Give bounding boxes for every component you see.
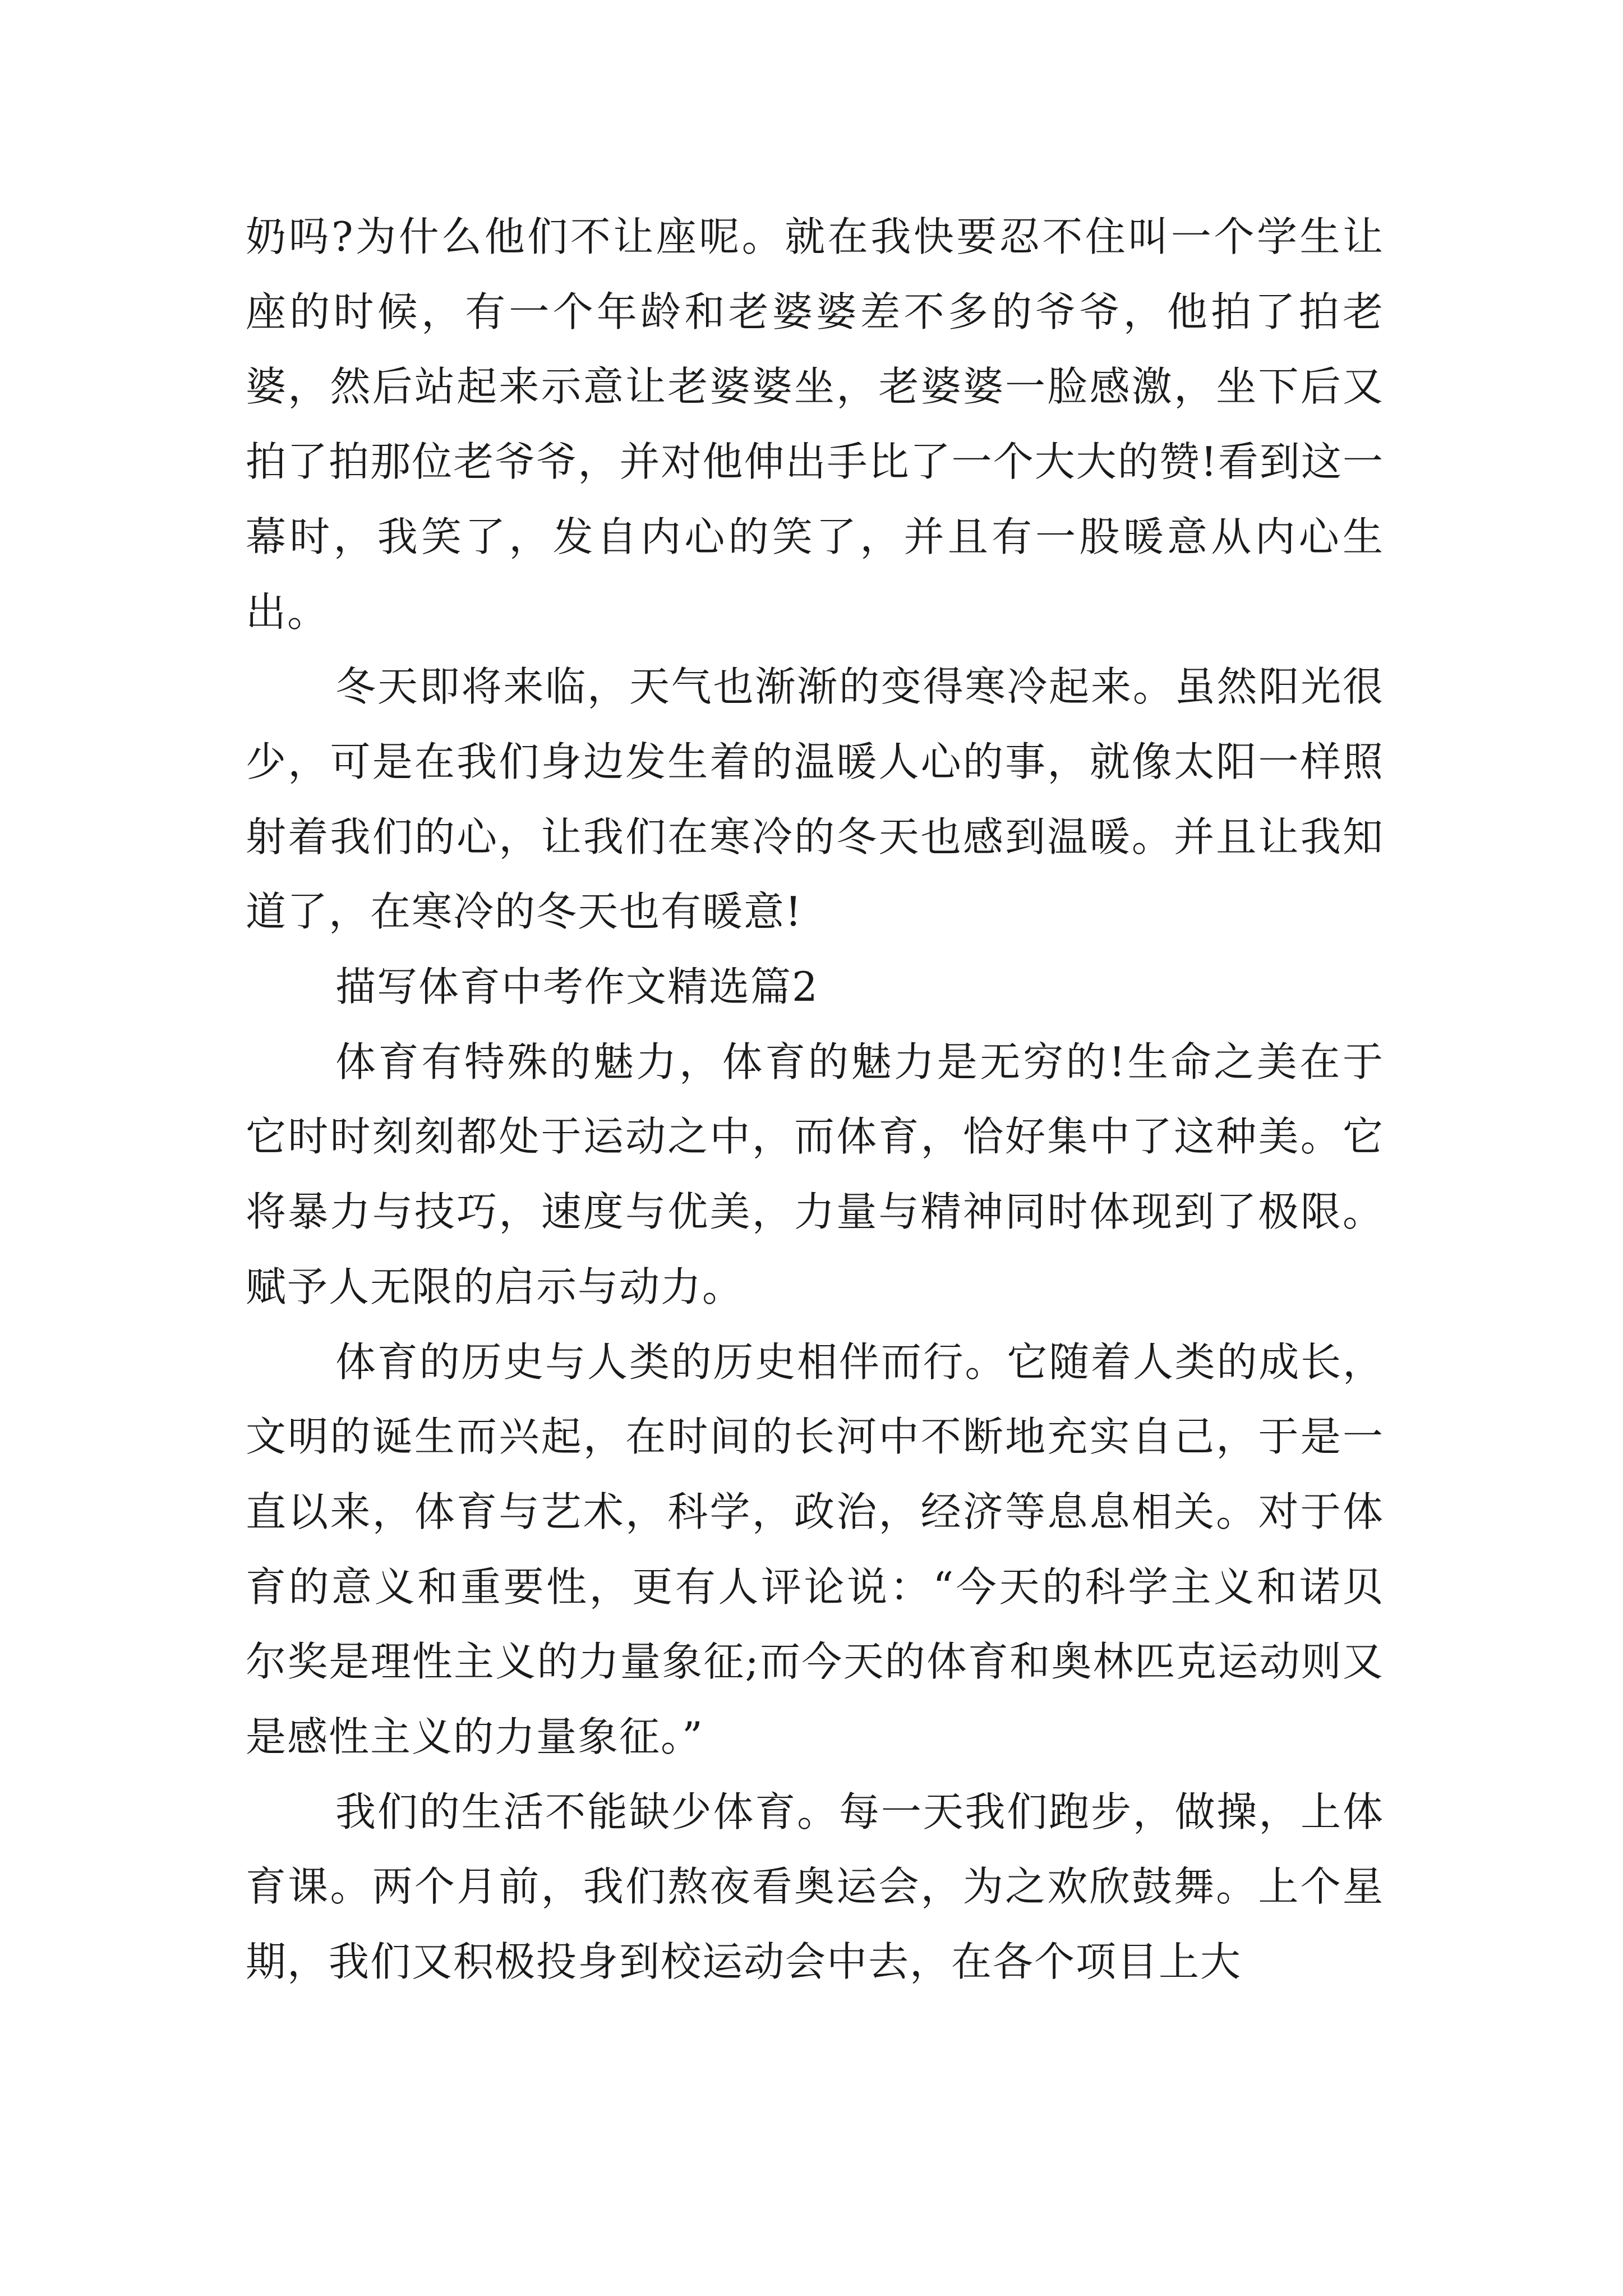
paragraph-2: 冬天即将来临，天气也渐渐的变得寒冷起来。虽然阳光很少，可是在我们身边发生着的温暖人心的事，就像太阳一样照射着我们的心，让我们在寒冷的冬天也感到温暖。并且让我知道了，在寒冷的冬天也有暖意! <box>246 663 1384 936</box>
paragraph-3: 体育有特殊的魅力，体育的魅力是无穷的!生命之美在于它时时刻刻都处于运动之中，而体育，恰好集中了这种美。它将暴力与技巧，速度与优美，力量与精神同时体现到了极限。赋予人无限的启示与动力。 <box>246 1038 1384 1310</box>
paragraph-5: 我们的生活不能缺少体育。每一天我们跑步，做操，上体育课。两个月前，我们熬夜看奥运会，为之欢欣鼓舞。上个星期，我们又积极投身到校运动会中去，在各个项目上大 <box>246 1788 1384 1986</box>
paragraph-4: 体育的历史与人类的历史相伴而行。它随着人类的成长，文明的诞生而兴起，在时间的长河中不断地充实自己，于是一直以来，体育与艺术，科学，政治，经济等息息相关。对于体育的意义和重要性，更有人评论说：“今天的科学主义和诺贝尔奖是理性主义的力量象征;而今天的体育和奥林匹克运动则又是感性主义的力量象征。” <box>246 1338 1384 1761</box>
section-heading: 描写体育中考作文精选篇2 <box>335 963 819 1011</box>
paragraph-1: 奶吗?为什么他们不让座呢。就在我快要忍不住叫一个学生让座的时候，有一个年龄和老婆婆差不多的爷爷，他拍了拍老婆，然后站起来示意让老婆婆坐，老婆婆一脸感激，坐下后又拍了拍那位老爷爷，并对他伸出手比了一个大大的赞!看到这一幕时，我笑了，发自内心的笑了，并且有一股暖意从内心生出。 <box>246 213 1384 636</box>
document-body <box>246 200 1384 2000</box>
